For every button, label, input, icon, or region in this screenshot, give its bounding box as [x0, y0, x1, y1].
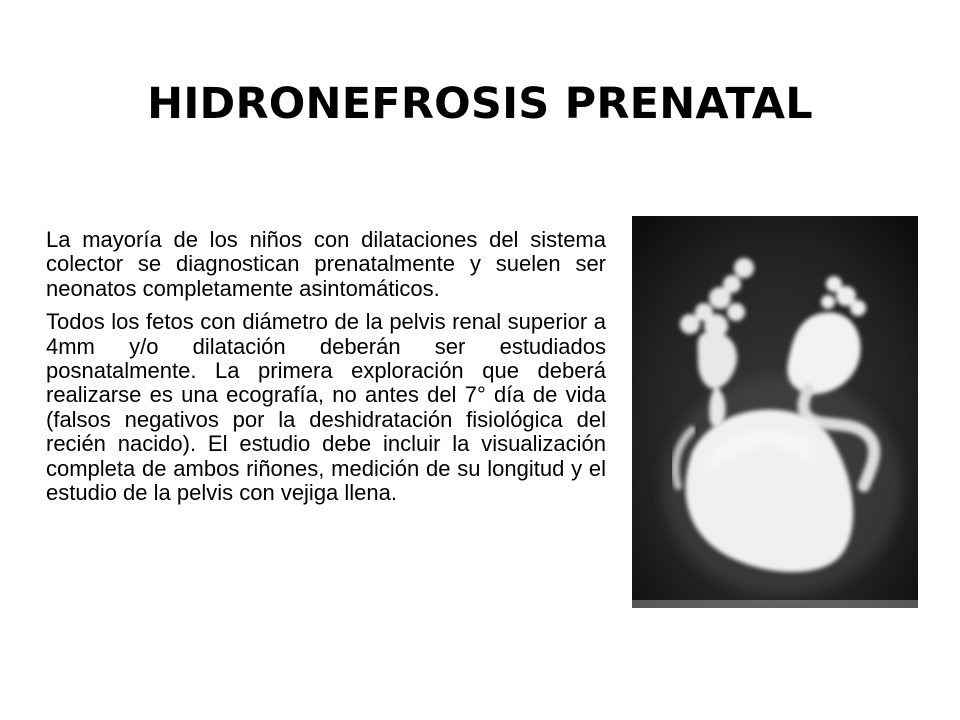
paragraph-1: La mayoría de los niños con dilataciones del sistema colector se diagnostican prenatalmente y suelen ser neonatos completamente asintomáticos. — [46, 227, 606, 301]
radiograph-image — [632, 216, 918, 608]
slide-title: HIDRONEFROSIS PRENATAL — [147, 79, 813, 129]
slide-body — [46, 228, 606, 514]
paragraph-2: Todos los fetos con diámetro de la pelvis renal superior a 4mm y/o dilatación deberán ser estudiados posnatalmente. La primera exploración que deberá realizarse es una ecografía, no antes del 7° día de vida (falsos negativos por la deshidratación fisiológica del recién nacido). El estudio debe incluir la visualización completa de ambos riñones, medición de su longitud y el estudio de la pelvis con vejiga llena. — [46, 309, 606, 506]
radiograph-drawing — [632, 216, 918, 608]
